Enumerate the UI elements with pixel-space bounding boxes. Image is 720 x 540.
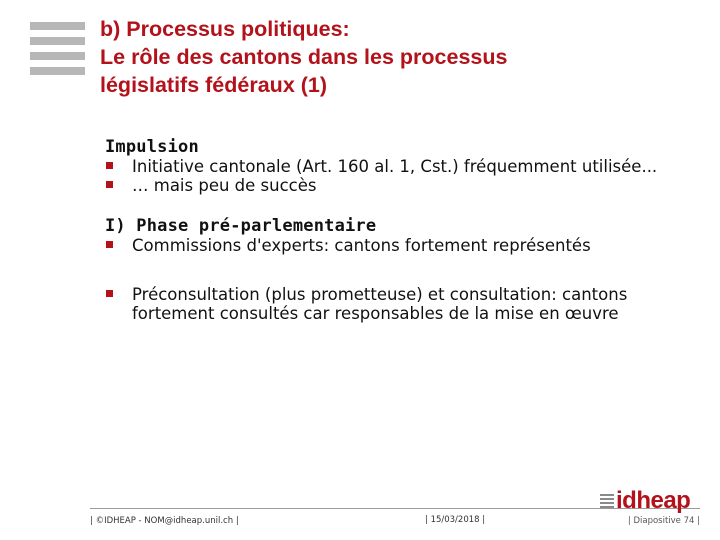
title-line-3: législatifs fédéraux (1)	[100, 73, 328, 97]
title-line-1: b) Processus politiques:	[100, 17, 350, 41]
idheap-logo	[600, 487, 695, 516]
footer-date: | 15/03/2018 |	[425, 515, 486, 525]
decorative-bar-1	[30, 22, 85, 30]
slide-content	[105, 138, 705, 323]
section-heading-phase-pre-parlementaire: I) Phase pré-parlementaire	[105, 216, 377, 236]
decorative-bar-3	[30, 52, 85, 60]
bullet-text: Commissions d'experts: cantons fortement représentés	[132, 236, 591, 255]
decorative-bar-2	[30, 37, 85, 45]
bullet-marker-icon	[106, 162, 113, 169]
bullet-text: Initiative cantonale (Art. 160 al. 1, Cst.) fréquemment utilisée...	[132, 157, 658, 176]
bullet-item	[105, 176, 705, 195]
footer-copyright: | ©IDHEAP - NOM@idheap.unil.ch |	[90, 516, 239, 526]
footer-slide-number: | Diapositive 74 |	[627, 516, 700, 526]
bullet-marker-icon	[106, 290, 113, 297]
bullet-text: Préconsultation (plus prometteuse) et consultation: cantons fortement consultés car responsables de la mise en œuvre	[132, 285, 628, 323]
section-heading-impulsion: Impulsion	[105, 137, 199, 157]
title-line-2: Le rôle des cantons dans les processus	[100, 45, 508, 69]
bullet-marker-icon	[106, 241, 113, 248]
bullet-item	[105, 157, 705, 176]
slide-title	[100, 15, 700, 99]
bullet-item	[105, 285, 705, 323]
logo-text: idheap	[616, 487, 691, 514]
bullet-item	[105, 236, 705, 255]
logo-bars-icon	[600, 494, 614, 510]
decorative-bar-4	[30, 67, 85, 75]
bullet-marker-icon	[106, 181, 113, 188]
bullet-text: … mais peu de succès	[132, 176, 317, 195]
